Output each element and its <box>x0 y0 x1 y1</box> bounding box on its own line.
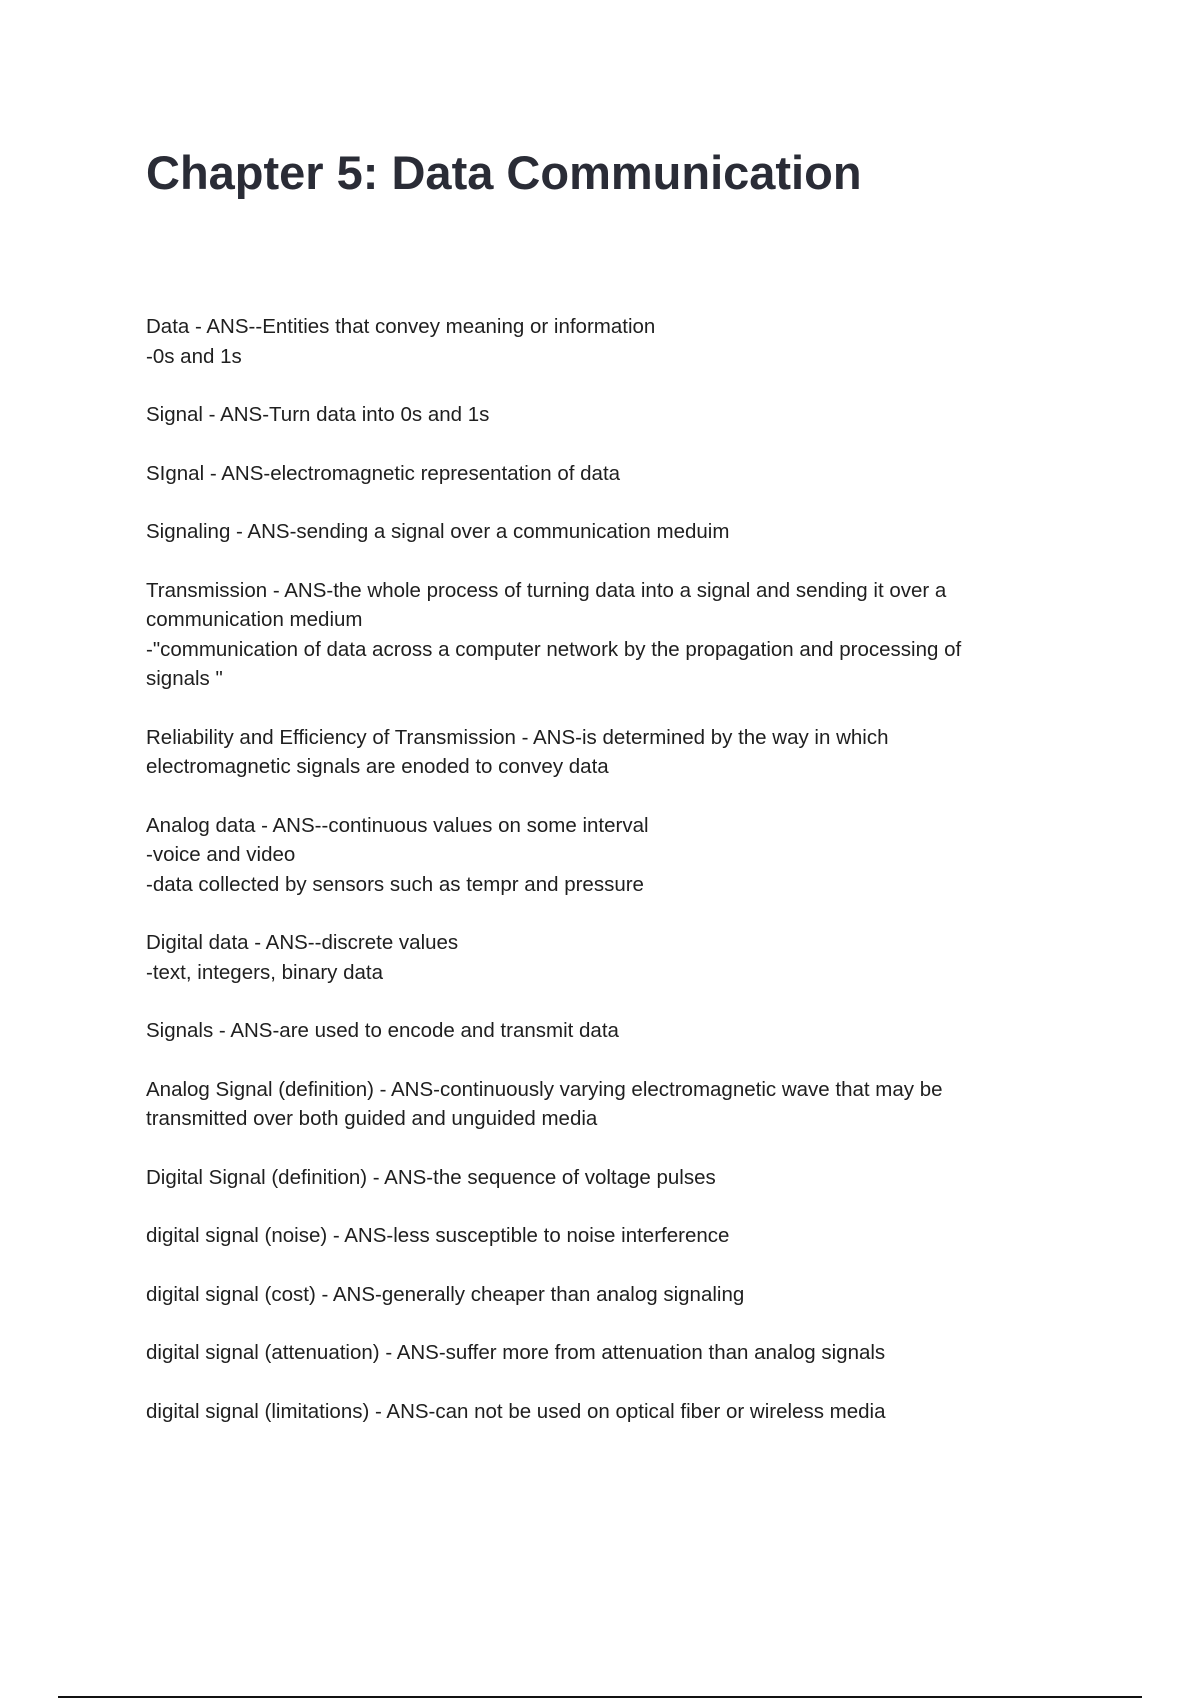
entry-line: Analog data - ANS--continuous values on some interval <box>146 813 649 837</box>
entry-line: Digital Signal (definition) - ANS-the sequence of voltage pulses <box>146 1165 716 1189</box>
entry-line: -voice and video <box>146 843 296 866</box>
entry-line: -data collected by sensors such as tempr and pressure <box>146 872 644 896</box>
entry-line: digital signal (limitations) - ANS-can not be used on optical fiber or wireless media <box>146 1399 886 1423</box>
entry-signals <box>146 1016 1046 1046</box>
entry-line: digital signal (attenuation) - ANS-suffer more from attenuation than analog signals <box>146 1341 886 1364</box>
entry-signal-representation <box>146 459 1046 489</box>
entry-line: digital signal (cost) - ANS-generally cheaper than analog signaling <box>146 1282 745 1306</box>
page-title: Chapter 5: Data Communication <box>146 146 862 199</box>
entry-line: Digital data - ANS--discrete values <box>146 931 459 954</box>
entry-reliability <box>146 723 1046 782</box>
footer-divider <box>58 1696 1142 1698</box>
entry-digital-signal-limitations <box>146 1397 1046 1427</box>
entry-line: Transmission - ANS-the whole process of turning data into a signal and sending it over a <box>146 578 947 602</box>
entry-transmission <box>146 576 1046 694</box>
entry-line: Analog Signal (definition) - ANS-continuously varying electromagnetic wave that may be <box>146 1077 943 1101</box>
entry-line: Signal - ANS-Turn data into 0s and 1s <box>146 403 490 426</box>
entry-digital-signal-attenuation <box>146 1338 1046 1368</box>
entry-list <box>146 312 1046 1455</box>
entry-line: digital signal (noise) - ANS-less susceptible to noise interference <box>146 1224 730 1247</box>
entry-digital-signal-cost <box>146 1280 1046 1310</box>
entry-digital-signal <box>146 1163 1046 1193</box>
entry-line: -0s and 1s <box>146 344 242 368</box>
entry-line: electromagnetic signals are enoded to convey data <box>146 755 609 778</box>
entry-analog-data <box>146 811 1046 900</box>
entry-signal <box>146 400 1046 430</box>
entry-line: Reliability and Efficiency of Transmission - ANS-is determined by the way in which <box>146 725 889 749</box>
entry-line: communication medium <box>146 608 363 631</box>
entry-line: Data - ANS--Entities that convey meaning or information <box>146 315 656 338</box>
entry-analog-signal <box>146 1075 1046 1134</box>
entry-line: signals " <box>146 667 223 690</box>
entry-line: transmitted over both guided and unguided media <box>146 1107 598 1130</box>
entry-signaling <box>146 517 1046 547</box>
entry-line: Signaling - ANS-sending a signal over a communication meduim <box>146 520 730 543</box>
entry-line: Signals - ANS-are used to encode and transmit data <box>146 1019 619 1042</box>
entry-digital-data <box>146 928 1046 987</box>
entry-line: SIgnal - ANS-electromagnetic representation of data <box>146 461 621 485</box>
entry-line: -text, integers, binary data <box>146 960 384 984</box>
entry-data <box>146 312 1046 371</box>
entry-line: -"communication of data across a computer network by the propagation and processing of <box>146 637 962 661</box>
entry-digital-signal-noise <box>146 1221 1046 1251</box>
